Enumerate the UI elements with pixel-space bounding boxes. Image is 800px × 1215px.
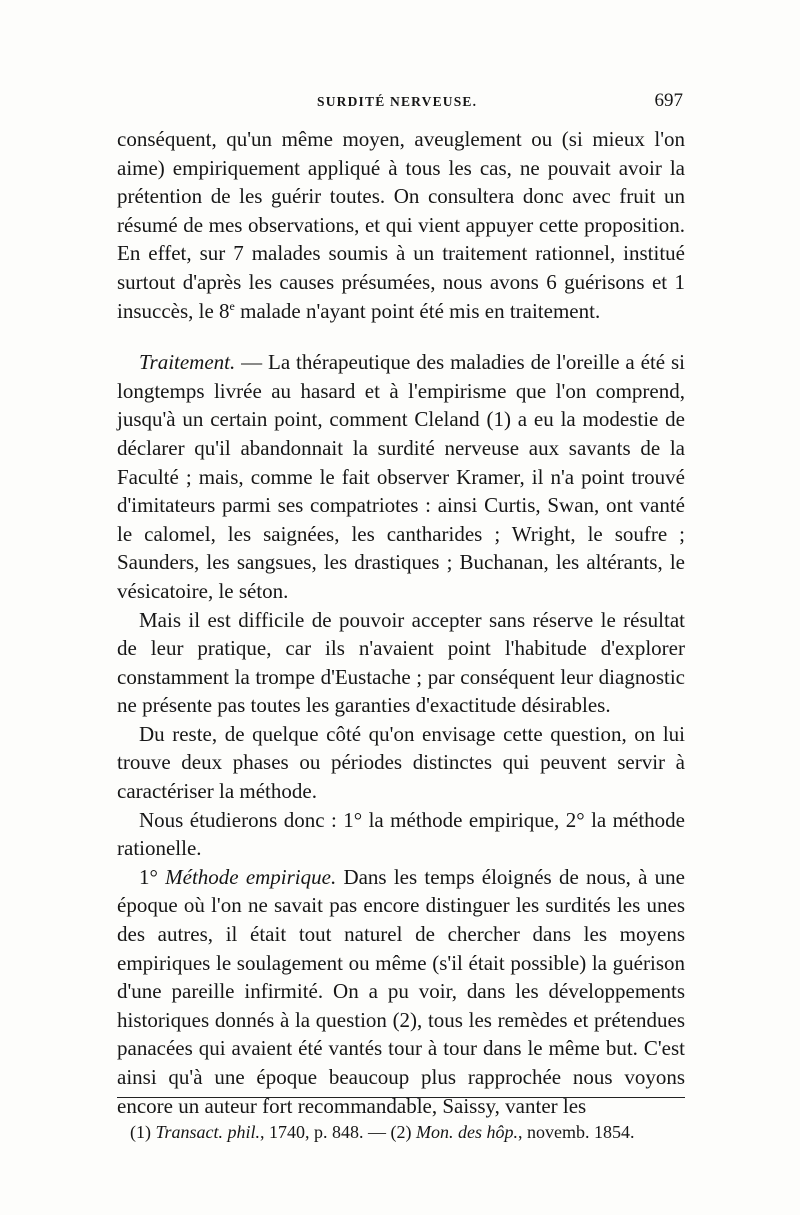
paragraph <box>117 806 685 863</box>
paragraph-text: Mais il est difficile de pouvoir accepter sans réserve le résultat de leur pratique, car ils n'avaient point l'habitude d'explorer constamment la trompe d'Eustache ; par conséquent leur diagnostic ne présente pas toutes les garanties d'exactitude désirables. <box>117 607 685 718</box>
paragraph <box>117 720 685 806</box>
footnote-ref-2: , novemb. 1854. <box>518 1122 635 1142</box>
paragraph-traitement <box>117 348 685 605</box>
paragraph-text-end: malade n'ayant point été mis en traitement. <box>234 298 601 323</box>
footnote-source-1: Transact. phil. <box>155 1122 261 1142</box>
paragraph-text: Dans les temps éloignés de nous, à une époque où l'on ne savait pas encore distinguer les surdités les unes des autres, il était tout naturel de chercher dans les moyens empiriques le soulagement ou même (s'il était possible) la guérison d'une pareille infirmité. On a pu voir, dans les développements historiques donnés à la question (2), tous les remèdes et prétendues panacées qui avaient été vantés tour à tour dans le même but. C'est ainsi qu'à une époque beaucoup plus rapprochée nous voyons encore un auteur fort recommandable, Saissy, vanter les <box>117 864 685 1118</box>
paragraph-text: Du reste, de quelque côté qu'on envisage cette question, on lui trouve deux phases ou périodes distinctes qui peuvent servir à caractériser la méthode. <box>117 721 685 804</box>
section-heading-methode-empirique: Méthode empirique. <box>165 864 337 889</box>
footnote-ref-1: , 1740, p. 848. — (2) <box>260 1122 417 1142</box>
footnote-marker: (1) <box>130 1122 156 1142</box>
page-number: 697 <box>654 90 683 111</box>
paragraph-methode-empirique <box>117 863 685 1120</box>
section-number: 1° <box>139 864 166 889</box>
footnote-divider <box>117 1097 685 1098</box>
page-header <box>117 88 685 118</box>
superscript: e <box>229 298 235 313</box>
paragraph-text: conséquent, qu'un même moyen, aveuglement ou (si mieux l'on aime) empiriquement appliqué à tous les cas, ne pouvait avoir la prétention de les guérir toutes. On consultera donc avec fruit un résumé de mes observations, et qui vient appuyer cette proposition. En effet, sur 7 malades soumis à un traitement rationnel, institué surtout d'après les causes présumées, nous avons 6 guérisons et 1 insuccès, le 8 <box>117 127 685 323</box>
running-title: SURDITÉ NERVEUSE. <box>317 94 478 109</box>
paragraph <box>117 606 685 720</box>
footnote-source-2: Mon. des hôp. <box>416 1122 519 1142</box>
section-heading-traitement: Traitement. <box>139 350 236 375</box>
footnote <box>130 1122 690 1143</box>
paragraph-text: — La thérapeutique des maladies de l'oreille a été si longtemps livrée au hasard et à l'empirisme que l'on comprend, jusqu'à un certain point, comment Cleland (1) a eu la modestie de déclarer qu'il abandonnait la surdité nerveuse aux savants de la Faculté ; mais, comme le fait observer Kramer, il n'a point trouvé d'imitateurs parmi ses compatriotes : ainsi Curtis, Swan, ont vanté le calomel, les saignées, les cantharides ; Wright, le soufre ; Saunders, les sangsues, les drastiques ; Buchanan, les altérants, le vésicatoire, le séton. <box>117 350 685 603</box>
paragraph-continuation <box>117 125 685 325</box>
body-text <box>117 125 685 1120</box>
paragraph-text: Nous étudierons donc : 1° la méthode empirique, 2° la méthode rationelle. <box>117 807 685 861</box>
